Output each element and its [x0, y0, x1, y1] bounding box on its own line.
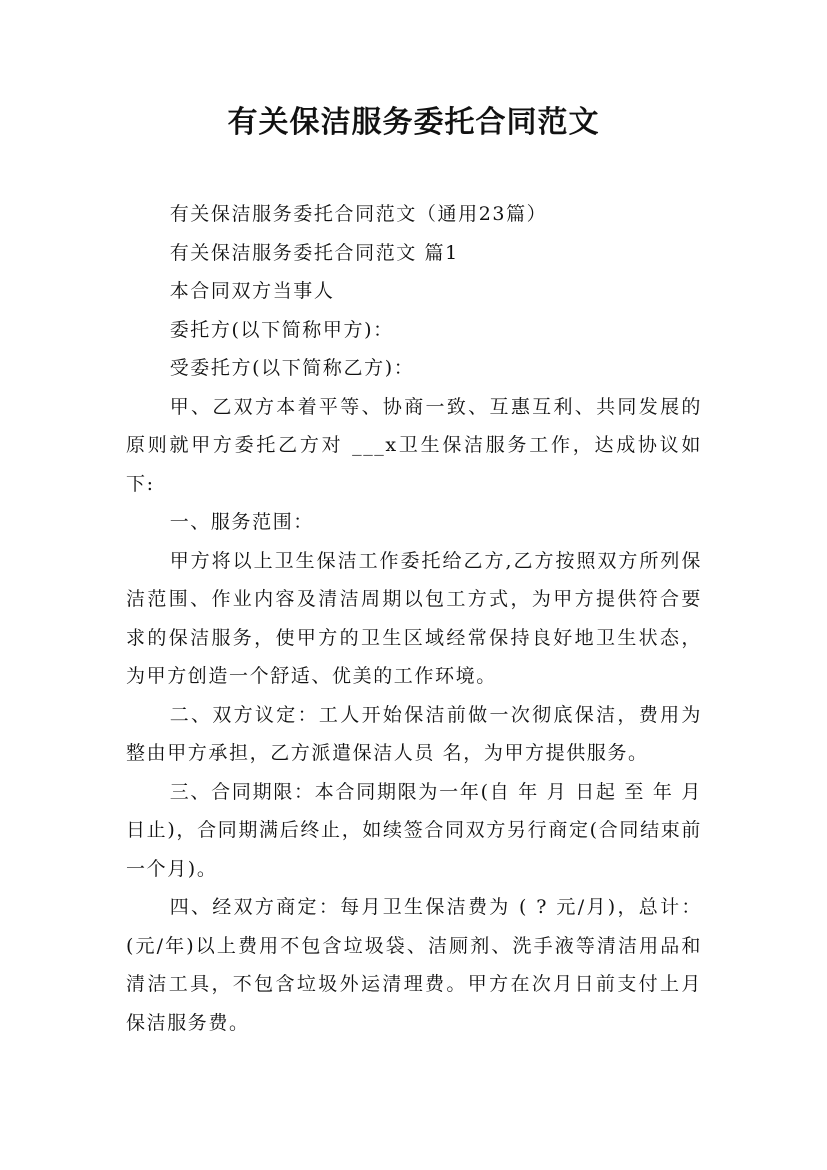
- paragraph-parties: 本合同双方当事人: [169, 280, 335, 302]
- paragraph-clause-1-heading: 一、服务范围：: [169, 511, 314, 533]
- document-title: 有关保洁服务委托合同范文: [227, 105, 600, 140]
- paragraph-party-a: 委托方(以下简称甲方)：: [169, 318, 394, 341]
- paragraph-subtitle: 有关保洁服务委托合同范文（通用23篇）: [169, 203, 548, 225]
- paragraph-section-heading: 有关保洁服务委托合同范文 篇1: [169, 241, 459, 264]
- paragraph-clause-1-body: 甲方将以上卫生保洁工作委托给乙方,乙方按照双方所列保洁范围、作业内容及清洁周期以包工方式，为甲方提供符合要求的保洁服务，使甲方的卫生区域经常保持良好地卫生状态，为甲方创造一个舒适、优美的工作环境。: [126, 549, 702, 687]
- paragraph-clause-2: 二、双方议定：工人开始保洁前做一次彻底保洁，费用为 整由甲方承担，乙方派遣保洁人员 名，为甲方提供服务。: [126, 703, 702, 764]
- document-body: [126, 195, 702, 1042]
- paragraph-clause-4: 四、经双方商定：每月卫生保洁费为 ( ? 元/月)，总计：(元/年)以上费用不包含垃圾袋、洁厕剂、洗手液等清洁用品和清洁工具，不包含垃圾外运清理费。甲方在次月日前支付上月保洁服务费。: [126, 896, 702, 1034]
- paragraph-clause-3: 三、合同期限：本合同期限为一年(自 年 月 日起 至 年 月 日止)，合同期满后终止，如续签合同双方另行商定(合同结束前一个月)。: [126, 780, 702, 880]
- paragraph-preamble: 甲、乙双方本着平等、协商一致、互惠互利、共同发展的原则就甲方委托乙方对 ___x卫生保洁服务工作，达成协议如下:: [126, 395, 702, 495]
- paragraph-party-b: 受委托方(以下简称乙方)：: [169, 357, 415, 379]
